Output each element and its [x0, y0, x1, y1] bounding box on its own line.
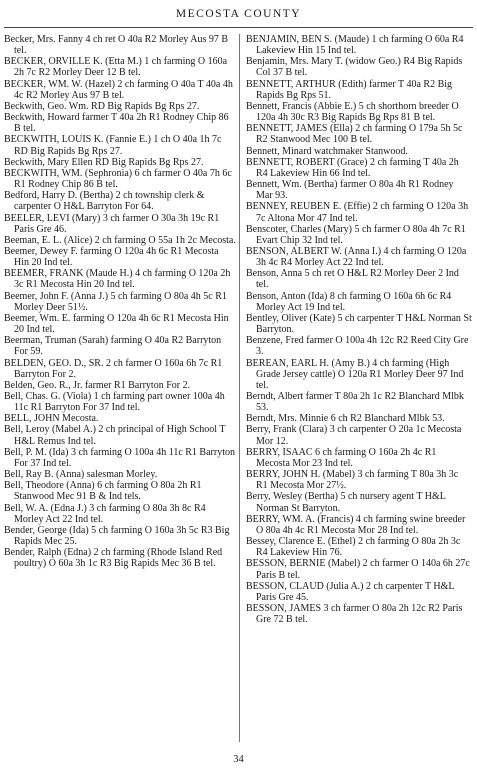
directory-entry: Belden, Geo. R., Jr. farmer R1 Barryton For 2. [4, 379, 191, 391]
directory-entry: BENNETT, ARTHUR (Edith) farmer T 40a R2 Big Rapids Bg Rps 51. [246, 78, 453, 101]
column-divider [239, 34, 240, 742]
right-column [246, 34, 472, 744]
directory-entry: Benscoter, Charles (Mary) 5 ch farmer O 80a 4h 7c R1 Evart Chip 32 Ind tel. [246, 223, 466, 246]
directory-entry: Beckwith, Mary Ellen RD Big Rapids Bg Rps 27. [4, 156, 204, 168]
directory-entry: Bell, Ray B. (Anna) salesman Morley. [4, 469, 158, 481]
directory-entry: Bell, P. M. (Ida) 3 ch farming O 100a 4h 11c R1 Barryton For 37 Ind tel. [4, 446, 235, 469]
directory-entry: Bell, Leroy (Mabel A.) 2 ch principal of High School T H&L Remus Ind tel. [4, 424, 226, 447]
directory-entry: Berry, Frank (Clara) 3 ch carpenter O 20a 1c Mecosta Mor 12. [246, 424, 462, 447]
directory-entry: BELDEN, GEO. D., SR. 2 ch farmer O 160a 6h 7c R1 Barryton For 2. [4, 357, 223, 380]
directory-entry: Bell, Theodore (Anna) 6 ch farming O 80a 2h R1 Stanwood Mec 91 B & Ind tels. [4, 480, 202, 503]
directory-entry: Benson, Anna 5 ch ret O H&L R2 Morley Deer 2 Ind tel. [246, 268, 459, 291]
directory-entry: BENJAMIN, BEN S. (Maude) 1 ch farming O 60a R4 Lakeview Hin 15 Ind tel. [246, 34, 464, 57]
page-number: 34 [233, 754, 244, 765]
directory-entry: Bender, Ralph (Edna) 2 ch farming (Rhode Island Red poultry) O 60a 3h 1c R3 Big Rapids Mec 36 B tel. [4, 547, 223, 570]
directory-entry: BECKER, ORVILLE K. (Etta M.) 1 ch farming O 160a 2h 7c R2 Morley Deer 12 B tel. [4, 56, 228, 79]
directory-entry: Benzene, Fred farmer O 100a 4h 12c R2 Reed City Gre 3. [246, 335, 469, 358]
directory-entry: Becker, Mrs. Fanny 4 ch ret O 40a R2 Morley Aus 97 B tel. [4, 34, 229, 57]
directory-entry: Bennett, Minard watchmaker Stanwood. [246, 145, 408, 157]
directory-entry: Beemer, John F. (Anna J.) 5 ch farming O 80a 4h 5c R1 Morley Deer 51½. [4, 290, 227, 313]
directory-entry: BESSON, JAMES 3 ch farmer O 80a 2h 12c R2 Paris Gre 72 B tel. [246, 602, 463, 626]
directory-entry: Bennett, Francis (Abbie E.) 5 ch shorthorn breeder O 120a 4h 30c R3 Big Rapids Bg Rps 81 B tel. [246, 100, 459, 124]
directory-entry: BESSON, BERNIE (Mabel) 2 ch farmer O 140a 6h 27c Paris B tel. [246, 558, 470, 581]
directory-entry: Benson, Anton (Ida) 8 ch farming O 160a 6h 6c R4 Morley Act 19 Ind tel. [246, 290, 452, 313]
directory-entry: Bentley, Oliver (Kate) 5 ch carpenter T H&L Norman St Barryton. [246, 312, 472, 336]
directory-entry: Beckwith, Geo. Wm. RD Big Rapids Bg Rps 27. [4, 100, 200, 112]
directory-entry: BECKWITH, WM. (Sephronia) 6 ch farmer O 40a 7h 6c R1 Rodney Chip 86 B tel. [4, 167, 232, 191]
directory-entry: Beerman, Truman (Sarah) farming O 40a R2 Barryton For 59. [4, 335, 222, 358]
directory-entry: BERRY, JOHN H. (Mabel) 3 ch farming T 80a 3h 3c R1 Mecosta Mor 27½. [246, 469, 459, 492]
directory-entry: Beemer, Wm. E. farming O 120a 4h 6c R1 Mecosta Hin 20 Ind tel. [4, 312, 229, 336]
directory-entry: Beeman, E. L. (Alice) 2 ch farming O 55a 1h 2c Mecosta. [4, 234, 236, 246]
directory-entry: BECKWITH, LOUIS K. (Fannie E.) 1 ch O 40a 1h 7c RD Big Rapids Bg Rps 27. [4, 134, 222, 157]
directory-entry: BECKER, WM. W. (Hazel) 2 ch farming O 40a T 40a 4h 4c R2 Morley Aus 97 B tel. [4, 78, 233, 101]
directory-entry: Bessey, Clarence E. (Ethel) 2 ch farming O 80a 2h 3c R4 Lakeview Hin 76. [246, 536, 461, 559]
directory-entry: BEREAN, EARL H. (Amy B.) 4 ch farming (High Grade Jersey cattle) O 120a R1 Morley Deer 97 Ind tel. [246, 357, 464, 391]
directory-entry: BENNETT, ROBERT (Grace) 2 ch farming T 40a 2h R4 Lakeview Hin 66 Ind tel. [246, 156, 459, 179]
directory-entry: Beckwith, Howard farmer T 40a 2h R1 Rodney Chip 86 B tel. [4, 112, 229, 135]
directory-entry: Berndt, Albert farmer T 80a 2h 1c R2 Blanchard Mlbk 53. [246, 391, 464, 414]
directory-entry: Benjamin, Mrs. Mary T. (widow Geo.) R4 Big Rapids Col 37 B tel. [246, 56, 463, 79]
directory-entry: Berry, Wesley (Bertha) 5 ch nursery agent T H&L Norman St Barryton. [246, 491, 446, 514]
directory-entry: BELL, JOHN Mecosta. [4, 413, 99, 425]
directory-entry: Bender, George (Ida) 5 ch farming O 160a 3h 5c R3 Big Rapids Mec 25. [4, 524, 230, 548]
directory-entry: Bell, Chas. G. (Viola) 1 ch farming part owner 100a 4h 11c R1 Barryton For 37 Ind tel. [4, 391, 225, 414]
page-header: MECOSTA COUNTY [175, 8, 302, 20]
directory-entry: BERRY, WM. A. (Francis) 4 ch farming swine breeder O 80a 4h 4c R1 Mecosta Mor 28 Ind tel. [246, 513, 466, 536]
directory-entry: BEELER, LEVI (Mary) 3 ch farmer O 30a 3h 19c R1 Paris Gre 46. [4, 212, 220, 235]
directory-entry: Bedford, Harry D. (Bertha) 2 ch township clerk & carpenter O H&L Barryton For 64. [4, 190, 205, 213]
directory-entry: BERRY, ISAAC 6 ch farming O 160a 2h 4c R1 Mecosta Mor 23 Ind tel. [246, 446, 437, 469]
directory-entry: BENSON, ALBERT W. (Anna I.) 4 ch farming O 120a 3h 4c R4 Morley Act 22 Ind tel. [246, 245, 467, 269]
directory-entry: Bell, W. A. (Edna J.) 3 ch farming O 80a 3h 8c R4 Morley Act 22 Ind tel. [4, 502, 206, 525]
directory-entry: BEEMER, FRANK (Maude H.) 4 ch farming O 120a 2h 3c R1 Mecosta Hin 20 Ind tel. [4, 268, 231, 291]
directory-entry: Bennett, Wm. (Bertha) farmer O 80a 4h R1 Rodney Mar 93. [246, 179, 454, 202]
directory-entry: BENNETT, JAMES (Ella) 2 ch farming O 179a 5h 5c R2 Stanwood Mec 100 B tel. [246, 123, 463, 146]
left-column [4, 34, 236, 744]
directory-entry: Beemer, Dewey F. farming O 120a 4h 6c R1 Mecosta Hin 20 Ind tel. [4, 245, 219, 269]
directory-entry: BENNEY, REUBEN E. (Effie) 2 ch farming O 120a 3h 7c Altona Mor 47 Ind tel. [246, 201, 469, 224]
directory-entry: Berndt, Mrs. Minnie 6 ch R2 Blanchard Mlbk 53. [246, 413, 445, 425]
directory-entry: BESSON, CLAUD (Julia A.) 2 ch carpenter T H&L Paris Gre 45. [246, 580, 455, 603]
header-rule [4, 27, 473, 28]
